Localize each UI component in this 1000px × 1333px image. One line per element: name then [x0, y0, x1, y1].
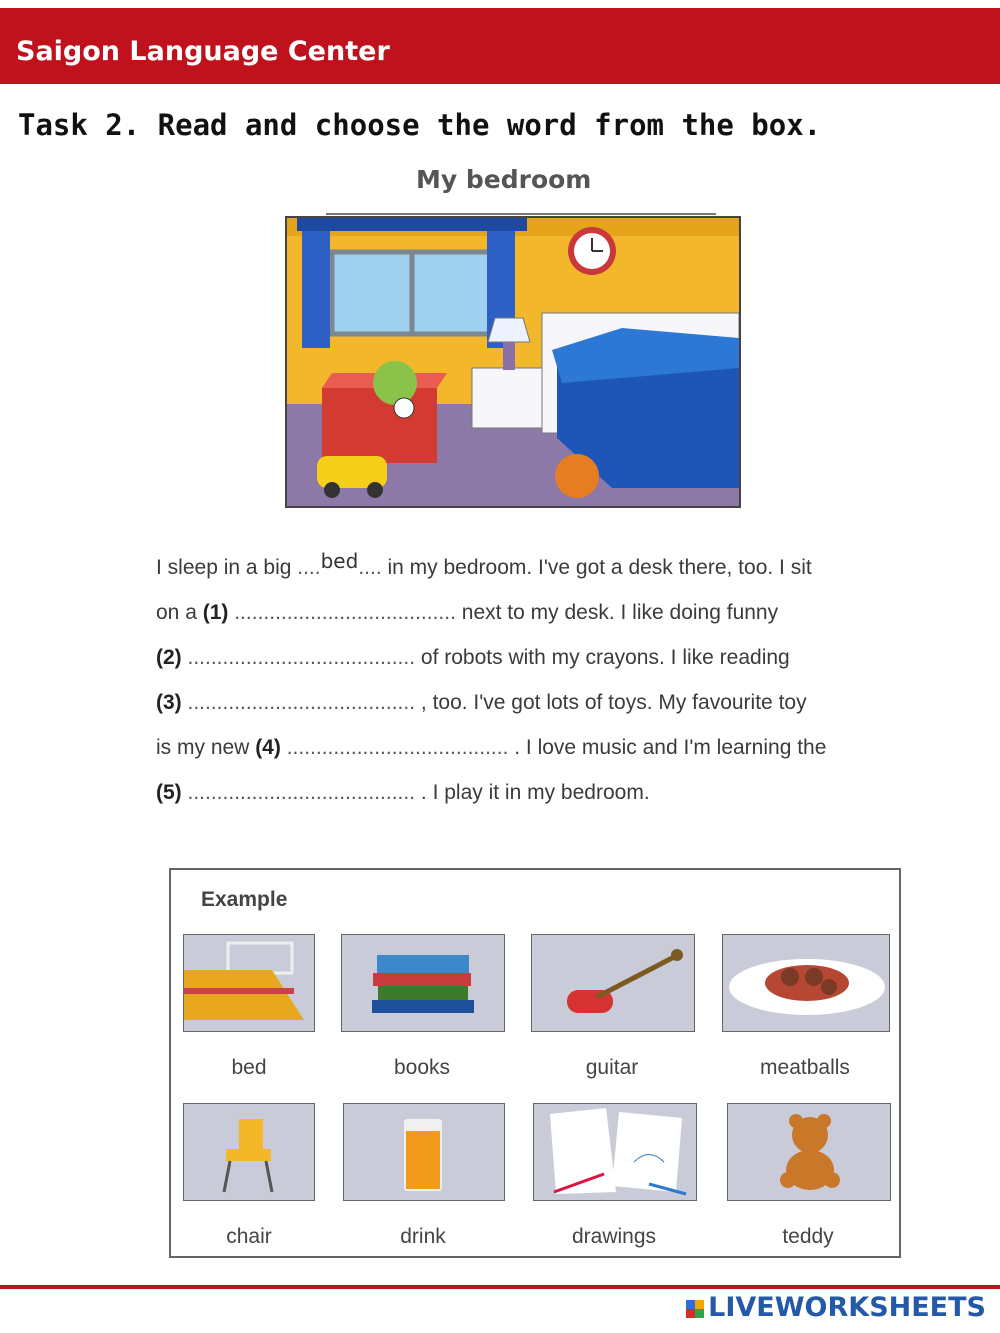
answer-blank-4[interactable]: ...................................... [280, 736, 509, 759]
story-line-3: (2) ....................................... of robots with my crayons. I like reading [156, 646, 790, 669]
answer-blank-5[interactable]: ....................................... [181, 781, 416, 804]
blank-number-3: (3) [156, 691, 182, 714]
word-label-drawings: drawings [571, 1225, 657, 1248]
chair-picture [183, 1103, 315, 1201]
worksheet-title: My bedroom [416, 165, 592, 194]
story-line-6: (5) ....................................... . I play it in my bedroom. [156, 781, 650, 804]
word-box [169, 868, 901, 1258]
bedroom-scene-image [287, 218, 739, 506]
example-answer: bed [320, 549, 359, 573]
bedroom-illustration [285, 216, 741, 508]
word-card-drink [343, 1103, 503, 1249]
example-label: Example [201, 888, 288, 911]
word-label-bed: bed [231, 1056, 267, 1079]
story-line-1: I sleep in a big ....bed.... in my bedroom. I've got a desk there, too. I sit [156, 549, 812, 579]
task-instruction: Task 2. Read and choose the word from the box. [18, 108, 822, 142]
answer-blank-1[interactable]: ...................................... [228, 601, 456, 624]
teddy-picture [727, 1103, 891, 1201]
word-label-chair: chair [226, 1225, 272, 1248]
bed-picture [183, 934, 315, 1032]
drawings-picture [533, 1103, 697, 1201]
word-label-drink: drink [400, 1225, 446, 1248]
footer-divider [0, 1285, 1000, 1289]
word-label-teddy: teddy [782, 1225, 834, 1248]
word-label-books: books [393, 1056, 451, 1079]
word-label-guitar: guitar [585, 1056, 639, 1079]
word-label-meatballs: meatballs [760, 1056, 850, 1079]
answer-blank-2[interactable]: ....................................... [181, 646, 416, 669]
guitar-picture [531, 934, 695, 1032]
liveworksheets-brand: LIVEWORKSHEETS [686, 1292, 986, 1323]
word-card-books [341, 934, 503, 1080]
word-card-guitar [531, 934, 693, 1080]
story-line-2: on a (1) ...................................... next to my desk. I like doing funny [156, 601, 779, 624]
word-card-meatballs [722, 934, 888, 1080]
blank-number-5: (5) [156, 781, 182, 804]
story-line-5: is my new (4) ...................................... . I love music and I'm learning the [156, 736, 827, 759]
brand-logo-icon [686, 1300, 704, 1318]
blank-number-4: (4) [255, 736, 281, 759]
meatballs-picture [722, 934, 890, 1032]
word-card-drawings [533, 1103, 695, 1249]
header-title: Saigon Language Center [16, 36, 390, 67]
word-card-teddy [727, 1103, 889, 1249]
header-bar [0, 8, 1000, 84]
blank-number-2: (2) [156, 646, 182, 669]
books-picture [341, 934, 505, 1032]
title-underline [326, 213, 716, 215]
word-card-bed [183, 934, 315, 1080]
word-card-chair [183, 1103, 315, 1249]
answer-blank-3[interactable]: ....................................... [181, 691, 416, 714]
drink-picture [343, 1103, 505, 1201]
blank-number-1: (1) [202, 601, 229, 624]
story-line-4: (3) ....................................... , too. I've got lots of toys. My favourite toy [156, 691, 807, 714]
